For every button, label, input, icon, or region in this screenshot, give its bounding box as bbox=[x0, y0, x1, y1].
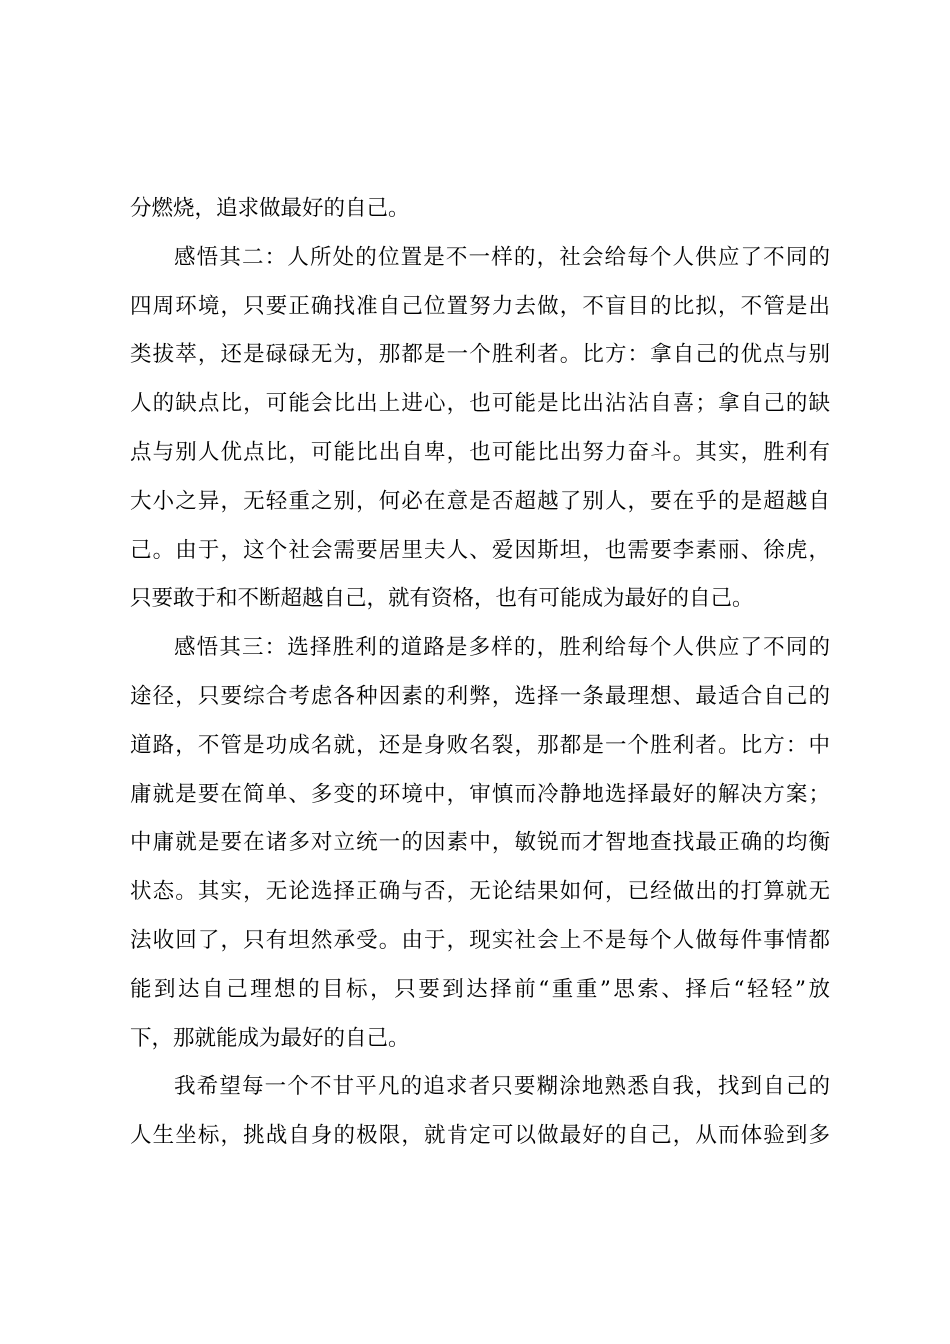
text-line: 庸就是要在简单、多变的环境中，审慎而冷静地选择最好的解决方案； bbox=[130, 781, 830, 807]
text-line: 四周环境，只要正确找准自己位置努力去做，不盲目的比拟，不管是出 bbox=[130, 293, 830, 319]
text-line: 感悟其三：选择胜利的道路是多样的，胜利给每个人供应了不同的 bbox=[174, 635, 830, 661]
text-line: 我希望每一个不甘平凡的追求者只要糊涂地熟悉自我，找到自己的 bbox=[174, 1074, 830, 1100]
text-line: 能到达自己理想的目标，只要到达择前“重重”思索、择后“轻轻”放 bbox=[130, 976, 830, 1002]
paragraph-2 bbox=[130, 234, 830, 624]
text-line: 己。由于，这个社会需要居里夫人、爱因斯坦，也需要李素丽、徐虎， bbox=[130, 537, 830, 563]
text-line: 人的缺点比，可能会比出上进心，也可能是比出沾沾自喜；拿自己的缺 bbox=[130, 391, 830, 417]
paragraph-3 bbox=[130, 624, 830, 1063]
text-line: 类拔萃，还是碌碌无为，那都是一个胜利者。比方：拿自己的优点与别 bbox=[130, 342, 830, 368]
paragraph-4 bbox=[130, 1063, 830, 1161]
text-line: 只要敢于和不断超越自己，就有资格，也有可能成为最好的自己。 bbox=[130, 586, 754, 612]
text-line: 道路，不管是功成名就，还是身败名裂，那都是一个胜利者。比方：中 bbox=[130, 732, 830, 758]
text-line: 大小之异，无轻重之别，何必在意是否超越了别人，要在乎的是超越自 bbox=[130, 488, 830, 514]
text-line: 下，那就能成为最好的自己。 bbox=[130, 1025, 410, 1051]
body-text bbox=[130, 185, 830, 1161]
text-line: 点与别人优点比，可能比出自卑，也可能比出努力奋斗。其实，胜利有 bbox=[130, 439, 830, 465]
text-line: 法收回了，只有坦然承受。由于，现实社会上不是每个人做每件事情都 bbox=[130, 927, 830, 953]
text-line: 感悟其二：人所处的位置是不一样的，社会给每个人供应了不同的 bbox=[174, 244, 830, 270]
text-line: 状态。其实，无论选择正确与否，无论结果如何，已经做出的打算就无 bbox=[130, 879, 830, 905]
paragraph-1 bbox=[130, 185, 830, 234]
text-line: 分燃烧，追求做最好的自己。 bbox=[130, 196, 410, 221]
text-line: 途径，只要综合考虑各种因素的利弊，选择一条最理想、最适合自己的 bbox=[130, 683, 830, 709]
text-line: 人生坐标，挑战自身的极限，就肯定可以做最好的自己，从而体验到多 bbox=[130, 1123, 830, 1149]
text-line: 中庸就是要在诸多对立统一的因素中，敏锐而才智地查找最正确的均衡 bbox=[130, 830, 830, 856]
